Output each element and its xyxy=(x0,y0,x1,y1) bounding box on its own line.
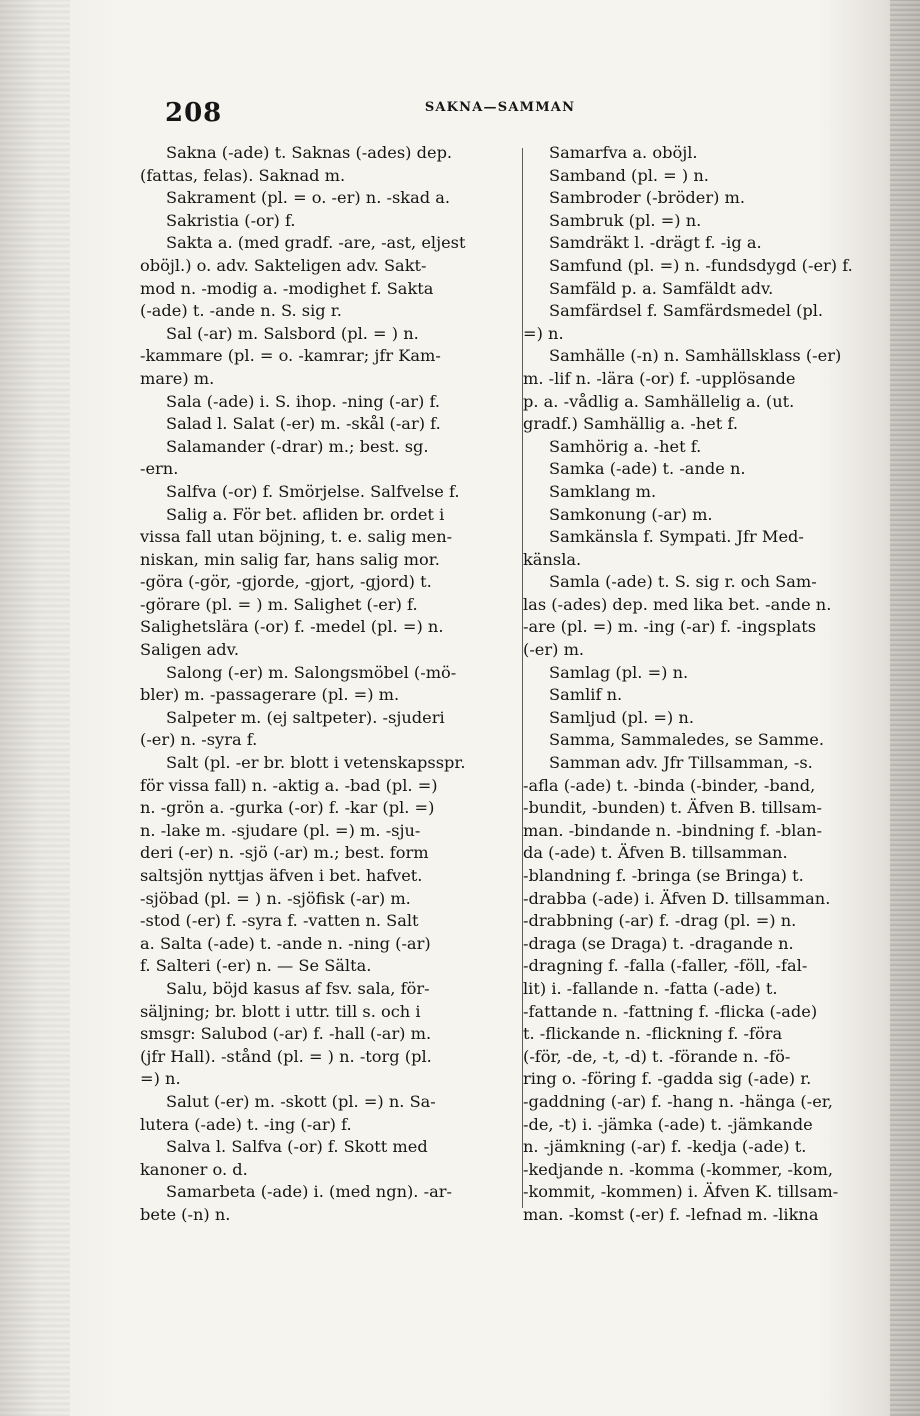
dictionary-line: Salfva (-or) f. Smörjelse. Salfvelse f. xyxy=(166,481,460,501)
dictionary-line: Salpeter m. (ej saltpeter). -sjuderi xyxy=(166,707,445,727)
dictionary-line: man. -komst (-er) f. -lefnad m. -likna xyxy=(523,1204,819,1224)
binding-gutter xyxy=(0,0,70,1416)
dictionary-line: Samhälle (-n) n. Samhällsklass (-er) xyxy=(549,346,842,366)
running-head: SAKNA—SAMMAN xyxy=(424,100,576,115)
dictionary-line: m. -lif n. -lära (-or) f. -upplösande xyxy=(523,368,796,388)
dictionary-line: t. -flickande n. -flickning f. -föra xyxy=(523,1024,783,1044)
dictionary-line: Samfund (pl. =) n. -fundsdygd (-er) f. xyxy=(549,255,853,275)
dictionary-line: Samarfva a. oböjl. xyxy=(549,143,698,162)
dictionary-line: Samma, Sammaledes, se Samme. xyxy=(549,730,824,750)
dictionary-line: niskan, min salig far, hans salig mor. xyxy=(140,549,440,569)
dictionary-line: Samdräkt l. -drägt f. -ig a. xyxy=(549,233,762,253)
dictionary-line: Salva l. Salfva (-or) f. Skott med xyxy=(166,1137,428,1157)
dictionary-line: Samlif n. xyxy=(549,685,623,705)
dictionary-line: Samlag (pl. =) n. xyxy=(549,662,689,682)
dictionary-line: Salighetslära (-or) f. -medel (pl. =) n. xyxy=(140,617,444,637)
dictionary-line: p. a. -vådlig a. Samhällelig a. (ut. xyxy=(523,391,795,411)
dictionary-line: (-er) n. -syra f. xyxy=(140,730,258,750)
dictionary-line: Samman adv. Jfr Tillsamman, -s. xyxy=(549,753,813,773)
dictionary-line: oböjl.) o. adv. Sakteligen adv. Sakt- xyxy=(140,255,427,275)
dictionary-line: da (-ade) t. Äfven B. tillsamman. xyxy=(523,843,788,863)
dictionary-line: -kedjande n. -komma (-kommer, -kom, xyxy=(523,1159,834,1179)
dictionary-line: Salig a. För bet. afliden br. ordet i xyxy=(166,504,445,524)
dictionary-line: smsgr: Salubod (-ar) f. -hall (-ar) m. xyxy=(140,1024,432,1044)
dictionary-line: n. -jämkning (-ar) f. -kedja (-ade) t. xyxy=(523,1137,807,1157)
dictionary-line: vissa fall utan böjning, t. e. salig men- xyxy=(140,527,453,547)
dictionary-line: Samklang m. xyxy=(549,481,657,501)
dictionary-line: lutera (-ade) t. -ing (-ar) f. xyxy=(140,1114,352,1134)
dictionary-line: -drabbning (-ar) f. -drag (pl. =) n. xyxy=(523,911,797,931)
dictionary-line: Sakrament (pl. = o. -er) n. -skad a. xyxy=(166,188,451,208)
dictionary-line: bler) m. -passagerare (pl. =) m. xyxy=(140,685,400,705)
dictionary-line: Sakna (-ade) t. Saknas (-ades) dep. xyxy=(166,143,453,162)
dictionary-line: Saligen adv. xyxy=(140,640,239,660)
dictionary-line: las (-ades) dep. med lika bet. -ande n. xyxy=(523,594,832,614)
right-column xyxy=(523,142,895,1227)
dictionary-line: Salong (-er) m. Salongsmöbel (-mö- xyxy=(166,662,457,682)
dictionary-line: Samfärdsel f. Samfärdsmedel (pl. xyxy=(549,301,824,321)
dictionary-line: saltsjön nyttjas äfven i bet. hafvet. xyxy=(140,866,423,885)
dictionary-line: -bundit, -bunden) t. Äfven B. tillsam- xyxy=(523,798,823,818)
dictionary-line: Samkonung (-ar) m. xyxy=(549,504,713,524)
dictionary-line: kanoner o. d. xyxy=(140,1159,248,1179)
dictionary-line: mod n. -modig a. -modighet f. Sakta xyxy=(140,278,434,298)
dictionary-line: Salamander (-drar) m.; best. sg. xyxy=(166,436,429,456)
dictionary-line: Salad l. Salat (-er) m. -skål (-ar) f. xyxy=(166,414,441,434)
dictionary-line: -sjöbad (pl. = ) n. -sjöfisk (-ar) m. xyxy=(140,888,411,908)
dictionary-line: -stod (-er) f. -syra f. -vatten n. Salt xyxy=(140,911,419,931)
dictionary-line: Salt (pl. -er br. blott i vetenskapsspr. xyxy=(166,753,466,773)
dictionary-line: -afla (-ade) t. -binda (-binder, -band, xyxy=(523,775,816,795)
dictionary-line: gradf.) Samhällig a. -het f. xyxy=(523,414,738,434)
dictionary-line: lit) i. -fallande n. -fatta (-ade) t. xyxy=(523,978,778,998)
dictionary-line: a. Salta (-ade) t. -ande n. -ning (-ar) xyxy=(140,933,431,953)
dictionary-line: säljning; br. blott i uttr. till s. och i xyxy=(140,1001,421,1021)
dictionary-line: =) n. xyxy=(523,323,564,343)
dictionary-line: n. -grön a. -gurka (-or) f. -kar (pl. =) xyxy=(140,798,435,818)
dictionary-line: -are (pl. =) m. -ing (-ar) f. -ingsplats xyxy=(523,617,817,637)
dictionary-line: för vissa fall) n. -aktig a. -bad (pl. =) xyxy=(140,775,438,795)
dictionary-line: -görare (pl. = ) m. Salighet (-er) f. xyxy=(140,594,418,614)
dictionary-line: -de, -t) i. -jämka (-ade) t. -jämkande xyxy=(523,1114,813,1134)
dictionary-line: Samhörig a. -het f. xyxy=(549,436,702,456)
dictionary-line: Sala (-ade) i. S. ihop. -ning (-ar) f. xyxy=(166,391,441,411)
dictionary-line: ring o. -föring f. -gadda sig (-ade) r. xyxy=(523,1069,812,1089)
dictionary-line: Samband (pl. = ) n. xyxy=(549,165,709,185)
dictionary-line: man. -bindande n. -bindning f. -blan- xyxy=(523,820,822,840)
dictionary-line: mare) m. xyxy=(140,368,215,388)
dictionary-line: bete (-n) n. xyxy=(140,1204,231,1224)
dictionary-line: Sakta a. (med gradf. -are, -ast, eljest xyxy=(166,233,466,253)
dictionary-line: Salut (-er) m. -skott (pl. =) n. Sa- xyxy=(166,1091,436,1111)
dictionary-line: deri (-er) n. -sjö (-ar) m.; best. form xyxy=(140,843,429,863)
dictionary-line: -kommit, -kommen) i. Äfven K. tillsam- xyxy=(523,1182,839,1202)
dictionary-line: (jfr Hall). -stånd (pl. = ) n. -torg (pl. xyxy=(140,1046,432,1066)
dictionary-line: Samkänsla f. Sympati. Jfr Med- xyxy=(549,527,804,547)
dictionary-line: n. -lake m. -sjudare (pl. =) m. -sju- xyxy=(140,820,421,840)
dictionary-line: -drabba (-ade) i. Äfven D. tillsamman. xyxy=(523,888,831,908)
dictionary-line: Samarbeta (-ade) i. (med ngn). -ar- xyxy=(166,1182,452,1202)
page-number: 208 xyxy=(165,98,223,128)
dictionary-line: -fattande n. -fattning f. -flicka (-ade) xyxy=(523,1001,818,1021)
dictionary-line: Salu, böjd kasus af fsv. sala, för- xyxy=(166,978,430,998)
dictionary-line: (-er) m. xyxy=(523,640,585,660)
dictionary-line: känsla. xyxy=(523,549,582,569)
dictionary-line: Samla (-ade) t. S. sig r. och Sam- xyxy=(549,572,817,592)
dictionary-line: f. Salteri (-er) n. — Se Sälta. xyxy=(140,956,372,976)
dictionary-line: (-för, -de, -t, -d) t. -förande n. -fö- xyxy=(523,1046,791,1066)
dictionary-line: Samka (-ade) t. -ande n. xyxy=(549,459,746,479)
dictionary-line: Sal (-ar) m. Salsbord (pl. = ) n. xyxy=(166,323,419,343)
dictionary-line: -kammare (pl. = o. -kamrar; jfr Kam- xyxy=(140,346,441,366)
dictionary-line: Sakristia (-or) f. xyxy=(166,210,296,230)
dictionary-line: Samljud (pl. =) n. xyxy=(549,707,694,727)
dictionary-line: -göra (-gör, -gjorde, -gjort, -gjord) t. xyxy=(140,572,432,592)
dictionary-line: -draga (se Draga) t. -dragande n. xyxy=(523,933,794,953)
dictionary-line: Sambroder (-bröder) m. xyxy=(549,188,746,208)
dictionary-line: Samfäld p. a. Samfäldt adv. xyxy=(549,278,774,298)
dictionary-line: -gaddning (-ar) f. -hang n. -hänga (-er, xyxy=(523,1091,833,1111)
dictionary-line: (fattas, felas). Saknad m. xyxy=(140,165,346,185)
dictionary-line: Sambruk (pl. =) n. xyxy=(549,210,702,230)
dictionary-line: -dragning f. -falla (-faller, -föll, -fal- xyxy=(523,956,808,976)
left-column xyxy=(140,142,520,1227)
dictionary-line: (-ade) t. -ande n. S. sig r. xyxy=(140,301,342,321)
dictionary-line: -ern. xyxy=(140,459,179,479)
dictionary-line: -blandning f. -bringa (se Bringa) t. xyxy=(523,866,804,885)
dictionary-line: =) n. xyxy=(140,1069,181,1089)
